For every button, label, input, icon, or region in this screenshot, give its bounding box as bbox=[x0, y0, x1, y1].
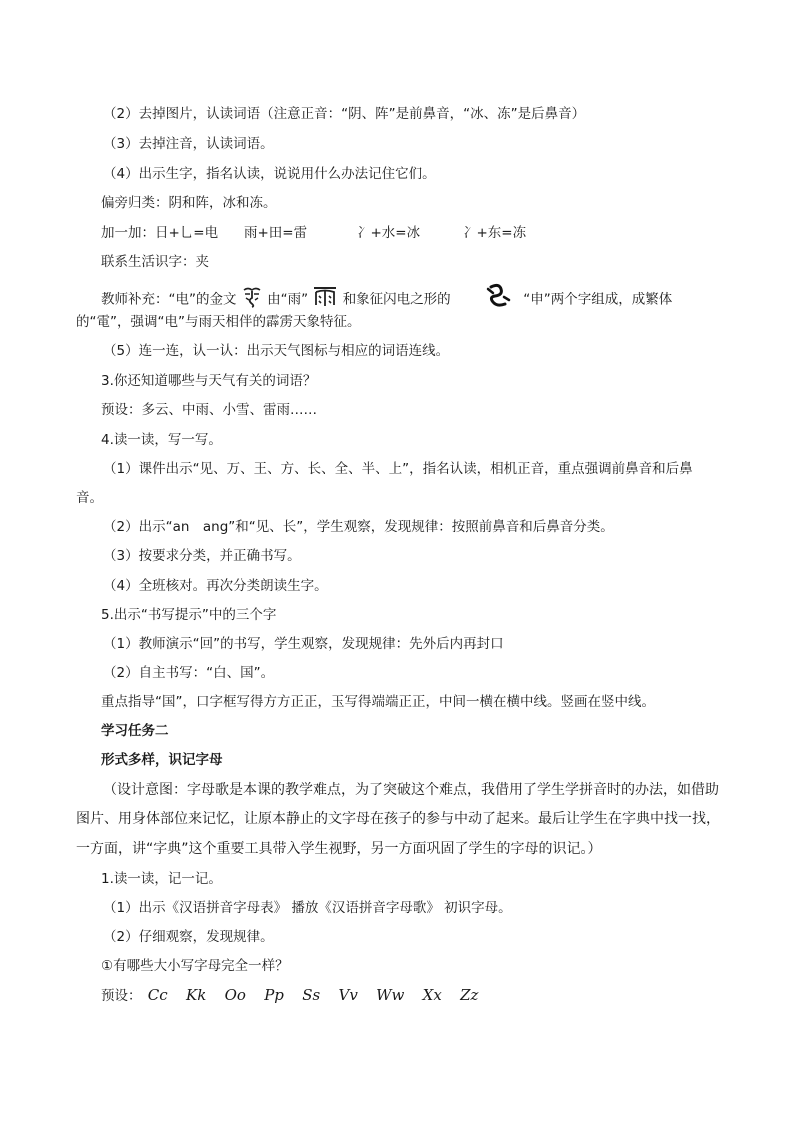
letter-pair: Xx bbox=[422, 986, 442, 1004]
read-remember-heading: 1.读一读，记一记。 bbox=[101, 871, 222, 887]
connect-line: （5）连一连，认一认：出示天气图标与相应的词语连线。 bbox=[103, 343, 450, 359]
section-4-heading: 4.读一读，写一写。 bbox=[101, 432, 222, 448]
teacher-text-c: 和象征闪电之形的 bbox=[342, 291, 451, 308]
read-remember-step-2: （2）仔细观察，发现规律。 bbox=[103, 929, 274, 945]
add-item-lei: 雨+田=雷 bbox=[244, 225, 308, 241]
teacher-text-b: 由“雨” bbox=[267, 291, 309, 308]
section-4-step-1: （1）课件出示“见、万、王、方、长、全、半、上”，指名认读，相机正音，重点强调前鼻音和后鼻 bbox=[103, 461, 693, 477]
jinwen-shen-glyph-icon bbox=[485, 283, 511, 316]
letter-pair: Kk bbox=[185, 986, 207, 1004]
teacher-supplement-continued: 的“電”，强调“电”与雨天相伴的霹雳天象特征。 bbox=[76, 314, 361, 330]
design-intent-line-3: 一方面，讲“字典”这个重要工具带入学生视野，另一方面巩固了学生的字母的识记。） bbox=[76, 841, 602, 857]
radical-grouping-line: 偏旁归类：阴和阵，冰和冻。 bbox=[101, 195, 277, 211]
letter-pair: Oo bbox=[224, 986, 246, 1004]
section-3-heading: 3.你还知道哪些与天气有关的词语？ bbox=[101, 373, 317, 389]
section-4-step-2: （2）出示“an ang”和“见、长”，学生观察，发现规律：按照前鼻音和后鼻音分类。 bbox=[103, 519, 614, 535]
section-5-step-2: （2）自主书写：“白、国”。 bbox=[103, 665, 275, 681]
preset-label: 预设： bbox=[101, 988, 142, 1004]
step-4-line: （4）出示生字，指名认读，说说用什么办法记住它们。 bbox=[103, 166, 436, 182]
step-2-line: （2）去掉图片，认读词语（注意正音：“阴、阵”是前鼻音，“冰、冻”是后鼻音） bbox=[103, 106, 586, 122]
letter-pair: Cc bbox=[147, 986, 168, 1004]
task-2-subtitle: 形式多样，识记字母 bbox=[101, 752, 223, 768]
section-5-step-1: （1）教师演示“回”的书写，学生观察，发现规律：先外后内再封口 bbox=[103, 636, 504, 652]
section-4-step-4: （4）全班核对。再次分类朗读生字。 bbox=[103, 578, 328, 594]
guidance-line: 重点指导“国”，口字框写得方方正正，玉写得端端正正，中间一横在横中线。竖画在竖中线。 bbox=[101, 694, 655, 710]
step-3-line: （3）去掉注音，认读词语。 bbox=[103, 136, 274, 152]
add-label: 加一加： bbox=[101, 225, 155, 241]
jinwen-yu-glyph-icon bbox=[312, 285, 338, 314]
preset-weather-words: 预设：多云、中雨、小雪、雷雨…… bbox=[101, 402, 317, 418]
letter-pair: Zz bbox=[460, 986, 479, 1004]
question-same-letters: ①有哪些大小写字母完全一样？ bbox=[101, 958, 289, 974]
letter-pair: Pp bbox=[264, 986, 284, 1004]
letter-pair: Ww bbox=[376, 986, 405, 1004]
letter-pair: Ss bbox=[302, 986, 321, 1004]
teacher-text-d: “申”两个字组成，成繁体 bbox=[523, 291, 673, 308]
jinwen-dian-glyph-icon bbox=[241, 286, 263, 313]
preset-letters-line bbox=[101, 986, 478, 1006]
design-intent-line-1: （设计意图：字母歌是本课的教学难点，为了突破这个难点，我借用了学生学拼音时的办法，如借助 bbox=[103, 782, 719, 798]
section-4-step-1-continued: 音。 bbox=[76, 490, 103, 506]
add-item-dong: 冫+东=冻 bbox=[463, 225, 527, 241]
life-literacy-line: 联系生活识字：夹 bbox=[101, 254, 209, 270]
add-characters-row bbox=[101, 224, 701, 242]
read-remember-step-1: （1）出示《汉语拼音字母表》 播放《汉语拼音字母歌》 初识字母。 bbox=[103, 900, 512, 916]
letter-pair: Vv bbox=[338, 986, 358, 1004]
section-4-step-3: （3）按要求分类，并正确书写。 bbox=[103, 548, 301, 564]
section-5-heading: 5.出示“书写提示”中的三个字 bbox=[101, 607, 277, 623]
teacher-text-a: 教师补充：“电”的金文 bbox=[101, 291, 237, 308]
design-intent-line-2: 图片、用身体部位来记忆，让原本静止的文字母在孩子的参与中动了起来。最后让学生在字典中找一找， bbox=[76, 811, 720, 827]
add-item-bing: 冫+水=冰 bbox=[357, 225, 421, 241]
add-item-dian: 日+乚=电 bbox=[155, 225, 219, 241]
teacher-supplement-line bbox=[101, 283, 673, 308]
task-2-heading: 学习任务二 bbox=[101, 723, 169, 739]
